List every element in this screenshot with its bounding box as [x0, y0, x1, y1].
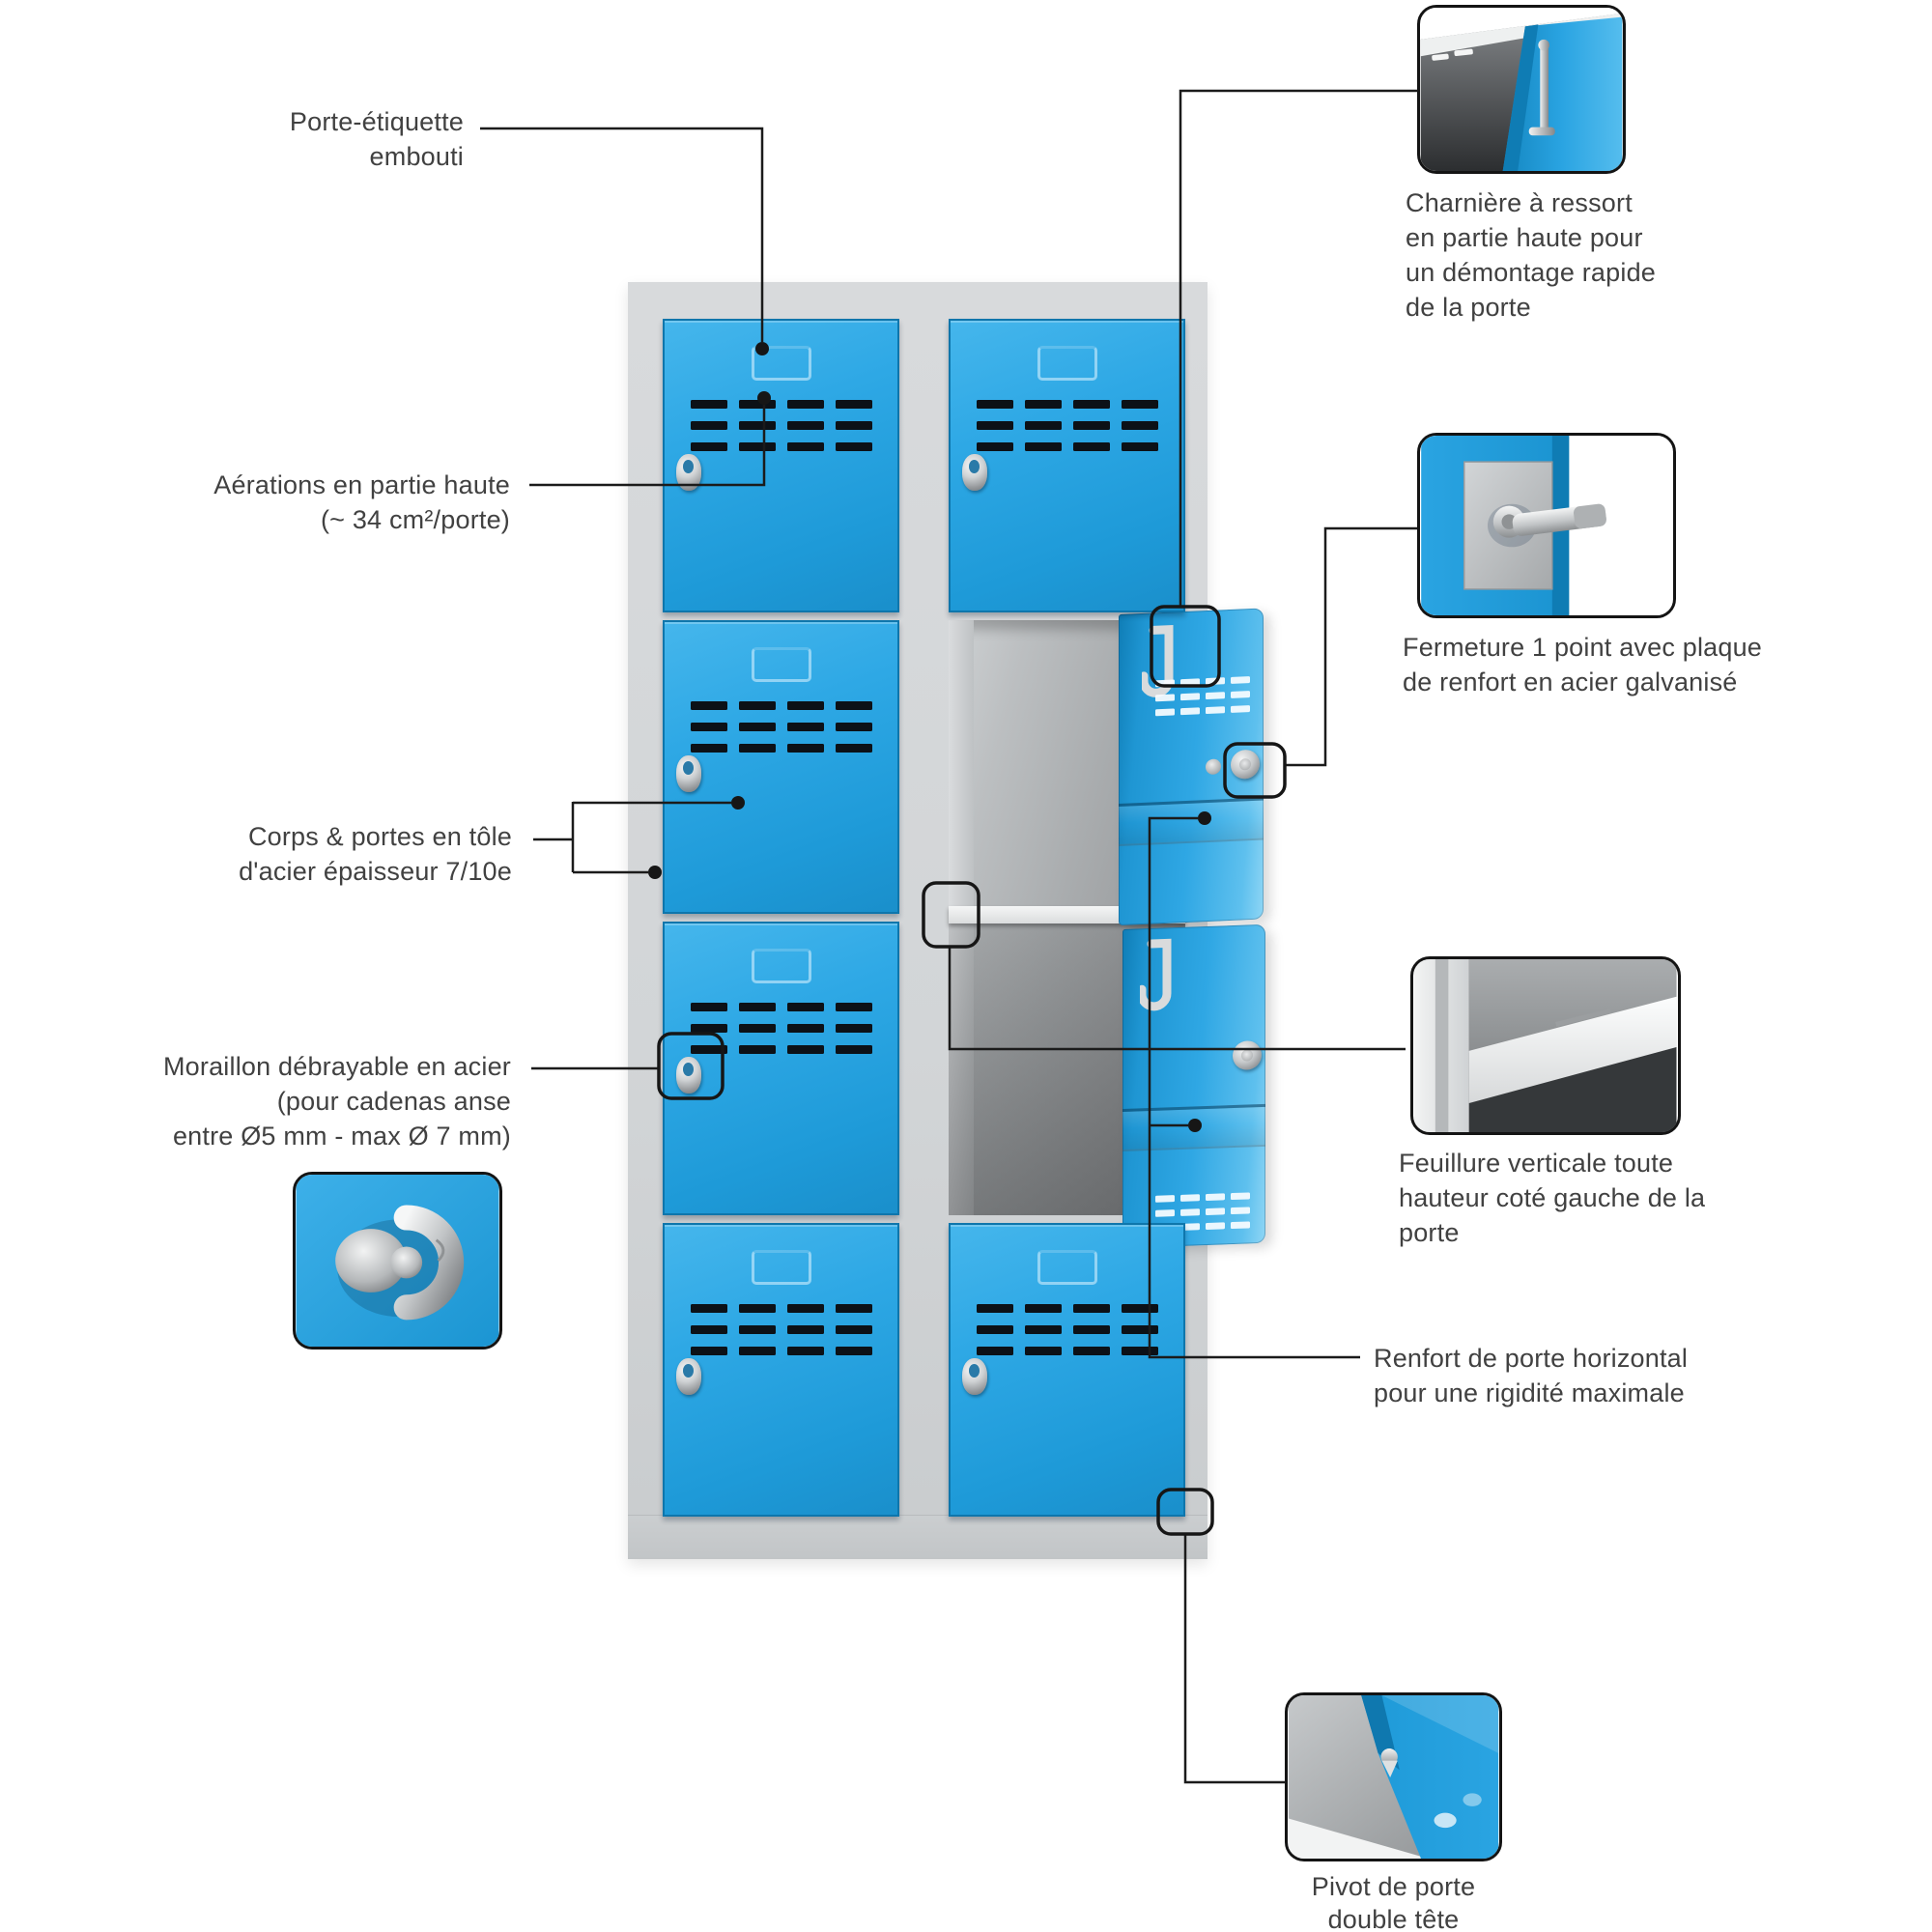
embossed-label-holder [752, 647, 811, 682]
padlock-hasp-illustration [296, 1175, 499, 1347]
locker-door-closed-5 [949, 319, 1185, 612]
vent-slots [691, 1304, 872, 1355]
inset-one-point-lock-photo [1417, 433, 1676, 618]
locker-door-closed-3 [663, 922, 899, 1215]
label-aerations [124, 468, 510, 537]
label-line: Aérations en partie haute [213, 470, 510, 499]
label-line: embouti [369, 142, 464, 171]
lock-screw-icon [1206, 758, 1221, 775]
embossed-label-holder [1037, 1250, 1097, 1285]
locker-plinth [628, 1515, 1208, 1559]
inset-spring-hinge-photo [1417, 5, 1626, 174]
label-line: Pivot de porte [1311, 1872, 1476, 1901]
locker-door-closed-6 [949, 1223, 1185, 1517]
label-line: en partie haute pour [1406, 223, 1643, 252]
door-horizontal-reinforcement-upper [1119, 797, 1264, 846]
open-door-upper [1119, 608, 1264, 925]
padlock-hasp-icon [676, 1358, 701, 1395]
vertical-rebate-illustration [1413, 959, 1678, 1132]
label-fermeture [1403, 630, 1789, 699]
label-line: hauteur coté gauche de la [1399, 1183, 1706, 1212]
label-line: Charnière à ressort [1406, 188, 1633, 217]
inset-padlock-hasp-photo [293, 1172, 502, 1350]
vent-slots [691, 400, 872, 451]
label-line: d'acier épaisseur 7/10e [239, 857, 512, 886]
inset-vertical-rebate-photo [1410, 956, 1681, 1135]
label-line: (pour cadenas anse [276, 1087, 511, 1116]
embossed-label-holder [752, 346, 811, 381]
embossed-label-holder [752, 1250, 811, 1285]
cam-lock-icon [1233, 1040, 1262, 1070]
one-point-lock-illustration [1420, 436, 1673, 615]
label-line: pour une rigidité maximale [1374, 1378, 1685, 1407]
label-pivot [1256, 1870, 1531, 1932]
inset-door-pivot-photo [1285, 1692, 1502, 1861]
locker-door-closed-1 [663, 319, 899, 612]
padlock-hasp-icon [676, 1057, 701, 1094]
label-renfort [1374, 1341, 1760, 1410]
label-line: de la porte [1406, 293, 1531, 322]
vent-slots [691, 1003, 872, 1054]
label-line: double tête [1327, 1905, 1460, 1932]
label-line: Moraillon débrayable en acier [162, 1052, 511, 1081]
label-moraillon [105, 1049, 511, 1153]
embossed-label-holder [752, 949, 811, 983]
label-line: Corps & portes en tôle [247, 822, 512, 851]
label-line: de renfort en acier galvanisé [1403, 668, 1738, 696]
vent-slots [691, 701, 872, 753]
label-line: Fermeture 1 point avec plaque [1403, 633, 1763, 662]
embossed-label-holder [1037, 346, 1097, 381]
label-porte-etiquette [116, 104, 464, 174]
door-horizontal-reinforcement-lower [1122, 1104, 1265, 1151]
padlock-hasp-icon [962, 454, 987, 491]
door-hasp-hook-icon [1140, 937, 1182, 1028]
cam-lock-icon [1231, 750, 1260, 780]
locker-door-closed-2 [663, 620, 899, 914]
label-line: entre Ø5 mm - max Ø 7 mm) [172, 1122, 511, 1151]
label-line: un démontage rapide [1406, 258, 1656, 287]
label-line: Renfort de porte horizontal [1374, 1344, 1689, 1373]
vent-slots-open-door-upper [1155, 676, 1250, 716]
label-charniere [1406, 185, 1724, 325]
leader-charniere [1180, 91, 1418, 607]
leader-fermeture [1285, 528, 1417, 765]
locker-door-closed-4 [663, 1223, 899, 1517]
open-door-lower [1122, 924, 1265, 1248]
padlock-hasp-icon [676, 454, 701, 491]
vent-slots [977, 400, 1158, 451]
door-pivot-illustration [1288, 1695, 1499, 1859]
spring-hinge-illustration [1420, 8, 1623, 171]
locker-cabinet-body [628, 282, 1208, 1559]
label-feuillure [1399, 1146, 1766, 1250]
label-line: porte [1399, 1218, 1460, 1247]
label-line: Feuillure verticale toute [1399, 1149, 1674, 1178]
label-line: (~ 34 cm²/porte) [320, 505, 510, 534]
padlock-hasp-icon [962, 1358, 987, 1395]
leader-pivot [1185, 1534, 1285, 1782]
label-line: Porte-étiquette [289, 107, 464, 136]
label-corps-portes [126, 819, 512, 889]
vent-slots [977, 1304, 1158, 1355]
padlock-hasp-icon [676, 755, 701, 792]
